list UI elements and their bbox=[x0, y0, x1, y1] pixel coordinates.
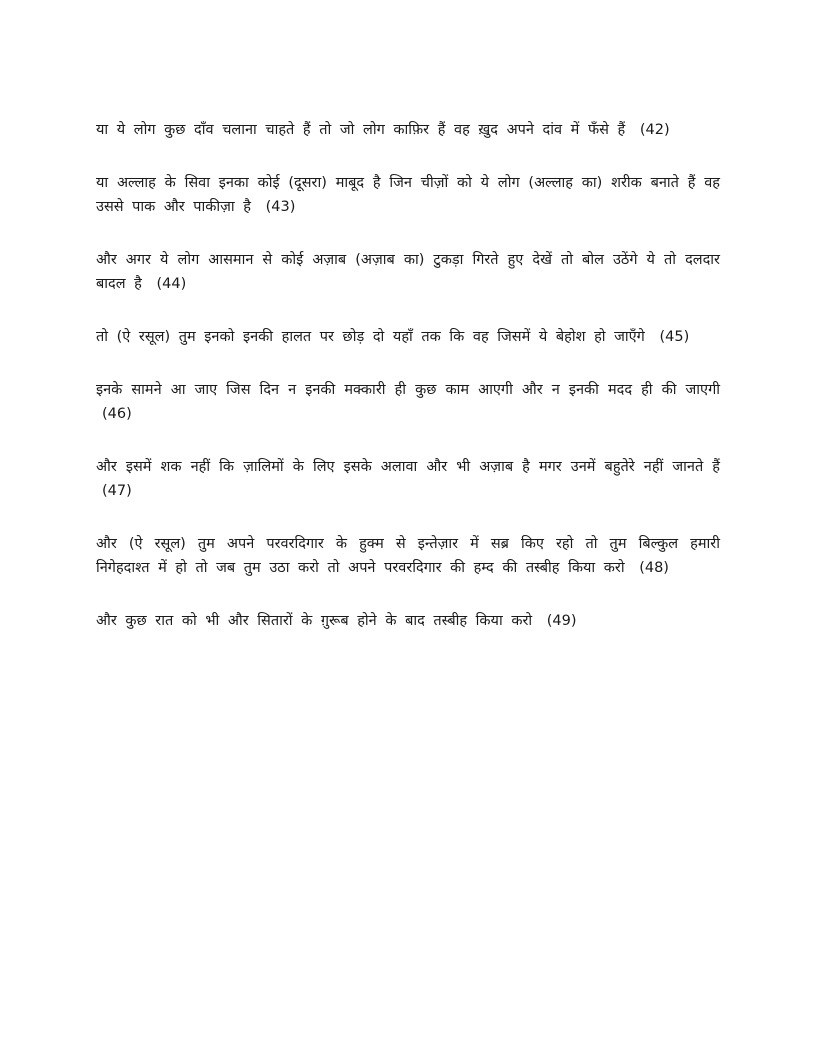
verse-text: तो (ऐ रसूल) तुम इनको इनकी हालत पर छोड़ दो यहाँ तक कि वह जिसमें ये बेहोश हो जाएँगे bbox=[96, 329, 645, 345]
verse-49 bbox=[96, 609, 720, 633]
verse-48 bbox=[96, 532, 720, 580]
verse-44 bbox=[96, 248, 720, 296]
verse-list bbox=[96, 118, 720, 662]
verse-42 bbox=[96, 118, 720, 142]
verse-number: (45) bbox=[659, 329, 690, 345]
verse-46 bbox=[96, 378, 720, 426]
verse-number: (48) bbox=[639, 560, 669, 576]
verse-text: या ये लोग कुछ दाँव चलाना चाहते हैं तो जो लोग काफ़िर हैं वह ख़ुद अपने दांव में फँसे हैं bbox=[96, 122, 626, 138]
verse-text: और (ऐ रसूल) तुम अपने परवरदिगार के हुक्म से इन्तेज़ार में सब्र किए रहो तो तुम बिल्कुल हमारी निगेहदाश्त में हो तो जब तुम उठा करो तो अपने परवरदिगार की हम्द की तस्बीह किया करो bbox=[96, 536, 720, 576]
verse-43 bbox=[96, 171, 720, 219]
verse-number: (46) bbox=[102, 406, 132, 422]
verse-47 bbox=[96, 455, 720, 503]
verse-45 bbox=[96, 325, 720, 349]
verse-text: और कुछ रात को भी और सितारों के ग़ुरूब होने के बाद तस्बीह किया करो bbox=[96, 613, 533, 629]
verse-number: (42) bbox=[639, 122, 670, 138]
verse-text: इनके सामने आ जाए जिस दिन न इनकी मक्कारी ही कुछ काम आएगी और न इनकी मदद ही की जाएगी bbox=[96, 382, 720, 398]
verse-number: (43) bbox=[265, 199, 296, 215]
verse-text: या अल्लाह के सिवा इनका कोई (दूसरा) माबूद है जिन चीज़ों को ये लोग (अल्लाह का) शरीक बनाते हैं वह उससे पाक और पाकीज़ा है bbox=[96, 175, 720, 215]
verse-number: (49) bbox=[546, 613, 577, 629]
verse-text: और अगर ये लोग आसमान से कोई अज़ाब (अज़ाब का) टुकड़ा गिरते हुए देखें तो बोल उठेंगे ये तो दलदार बादल है bbox=[96, 252, 720, 292]
verse-number: (44) bbox=[156, 276, 187, 292]
verse-number: (47) bbox=[102, 483, 132, 499]
verse-text: और इसमें शक नहीं कि ज़ालिमों के लिए इसके अलावा और भी अज़ाब है मगर उनमें बहुतेरे नहीं जानते हैं bbox=[96, 459, 720, 475]
